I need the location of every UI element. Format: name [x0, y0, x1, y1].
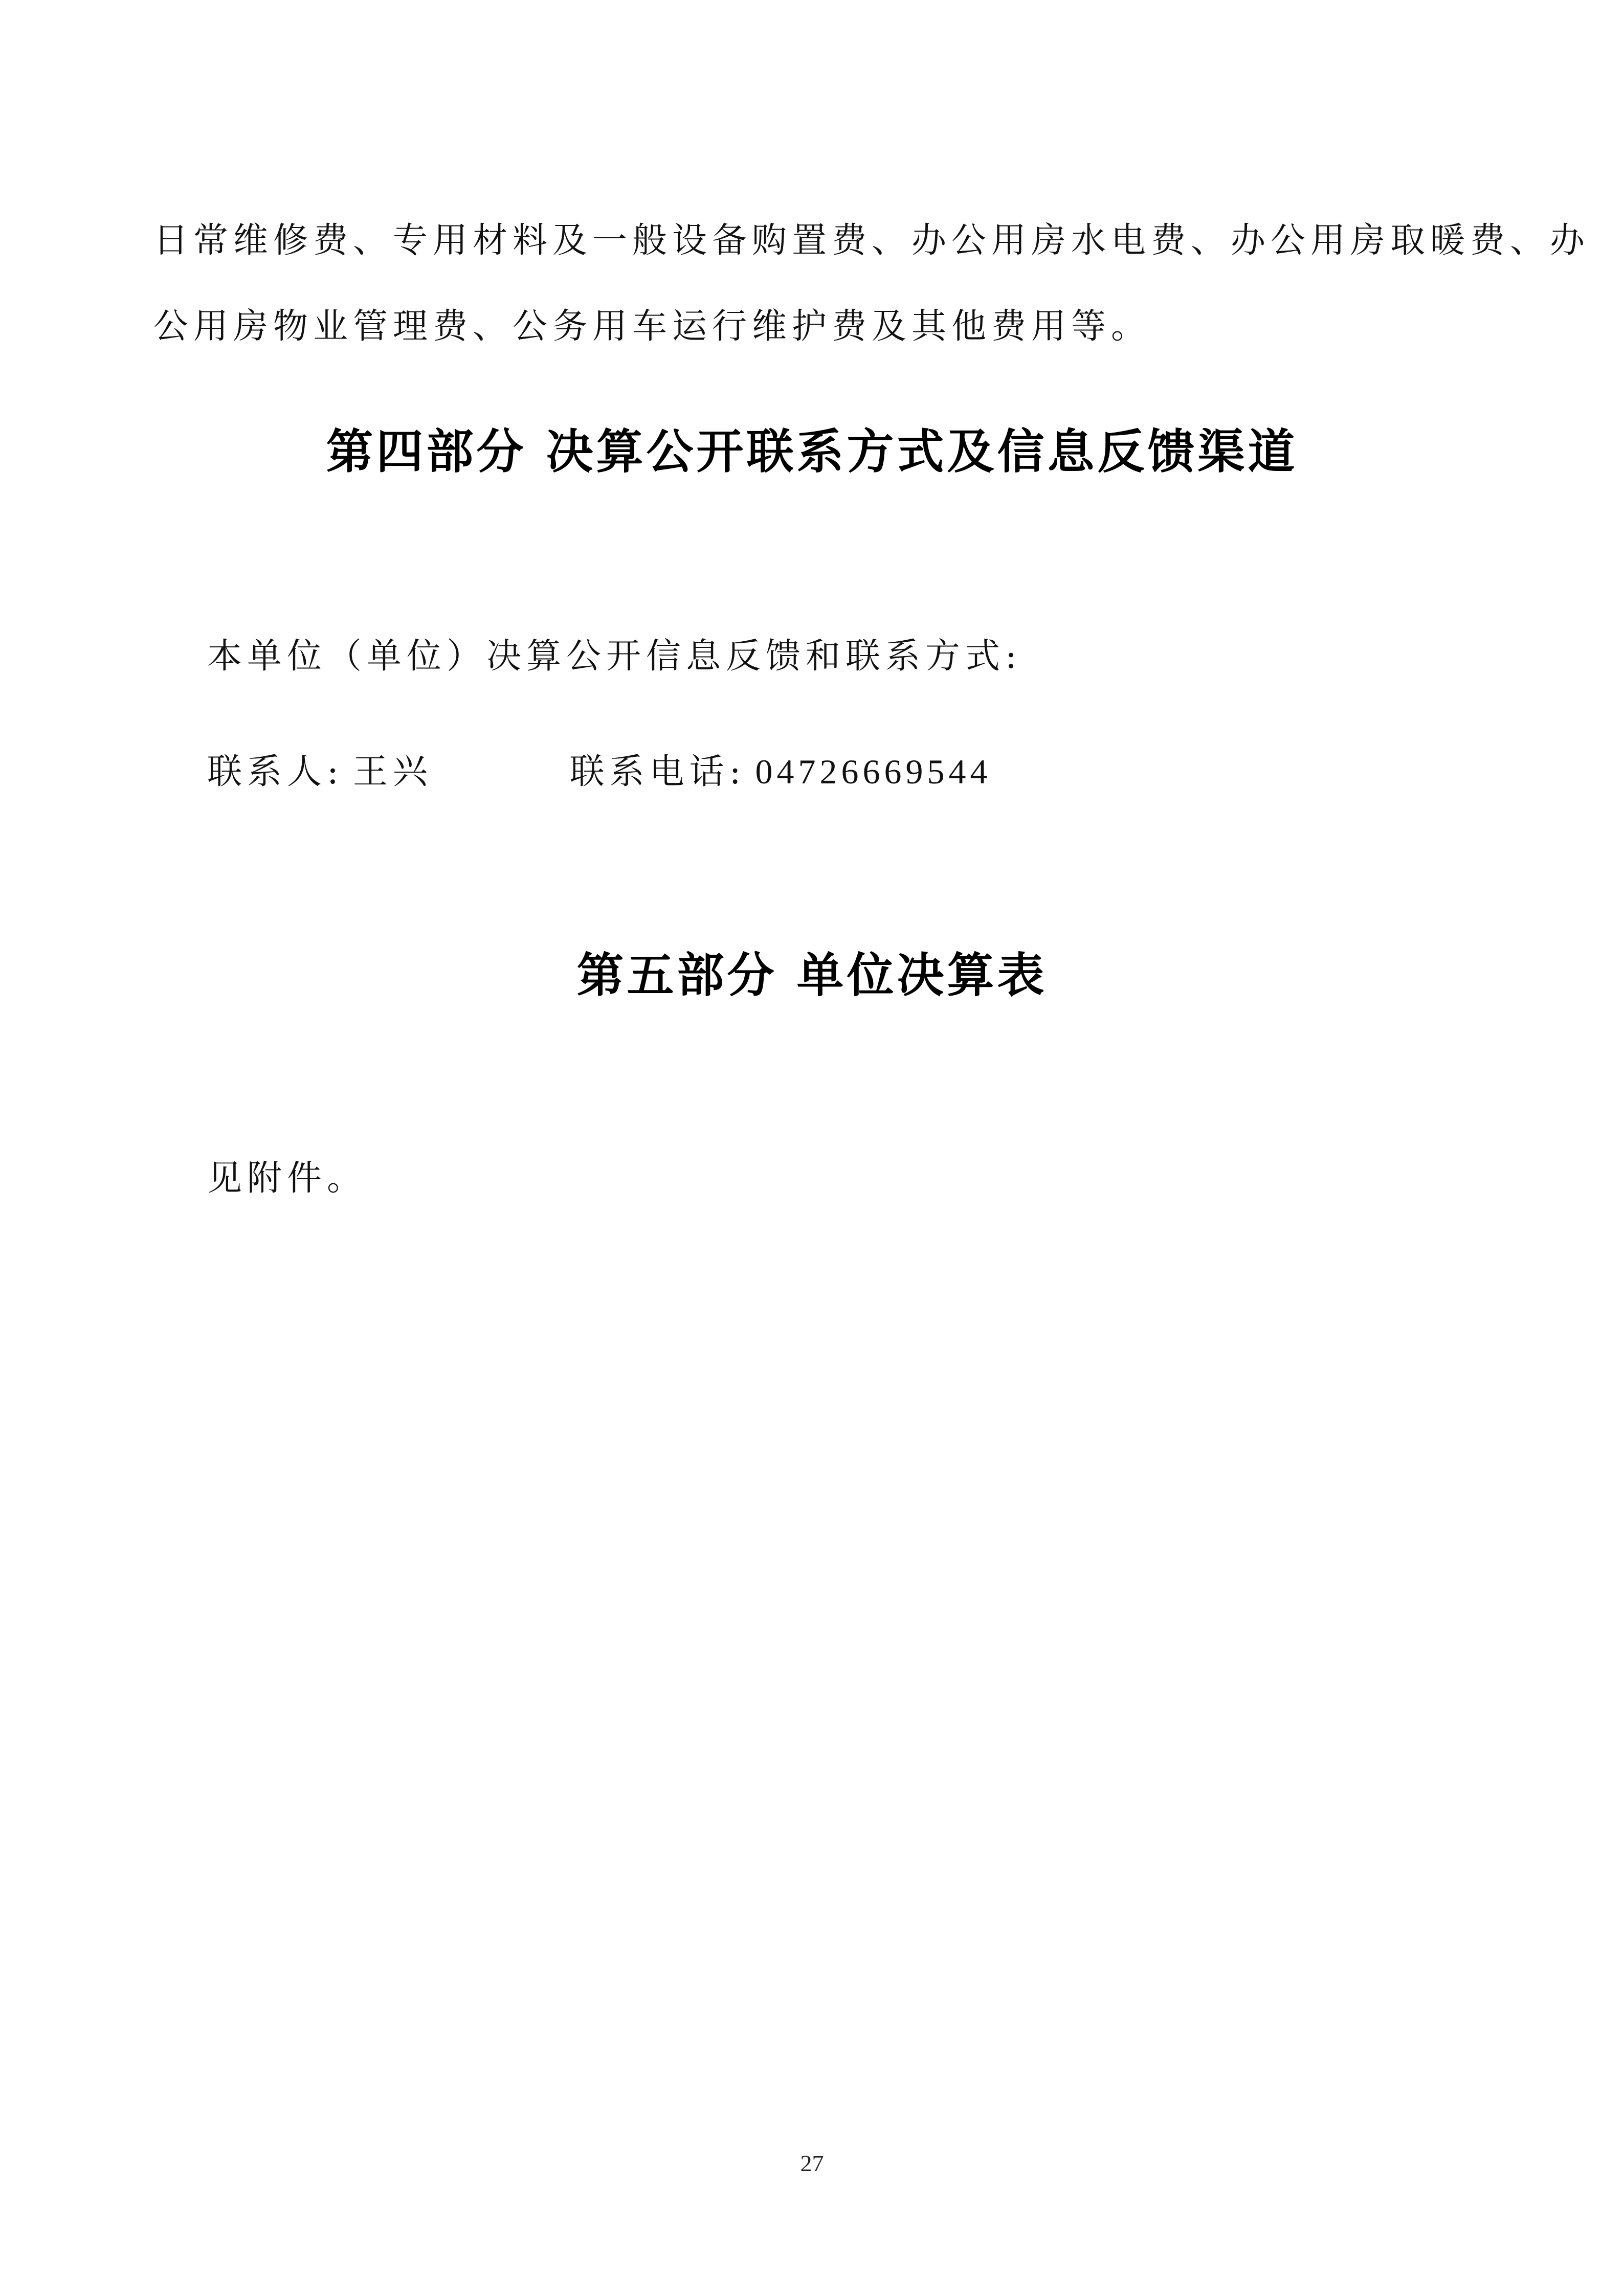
- contact-person-name: 王兴: [352, 752, 433, 792]
- paragraph-line: 日常维修费、专用材料及一般设备购置费、办公用房水电费、办公用房取暖费、办: [153, 220, 1590, 261]
- contact-phone-value: 04726669544: [755, 752, 992, 791]
- section-heading-part4: 第四部分 决算公开联系方式及信息反馈渠道: [326, 424, 1298, 479]
- page-number: 27: [800, 2150, 824, 2176]
- contact-phone-label: 联系电话:: [569, 752, 746, 792]
- see-attachment-note: 见附件。: [207, 1158, 367, 1199]
- contact-intro-text: 本单位（单位）决算公开信息反馈和联系方式:: [207, 636, 1022, 677]
- contact-person-group: [207, 752, 433, 792]
- paragraph-line: 公用房物业管理费、公务用车运行维护费及其他费用等。: [153, 306, 1151, 347]
- section-heading-part5: 第五部分 单位决算表: [576, 948, 1048, 1003]
- contact-person-label: 联系人:: [207, 752, 344, 792]
- contact-info-row: [207, 754, 991, 790]
- contact-phone-group: [570, 754, 992, 790]
